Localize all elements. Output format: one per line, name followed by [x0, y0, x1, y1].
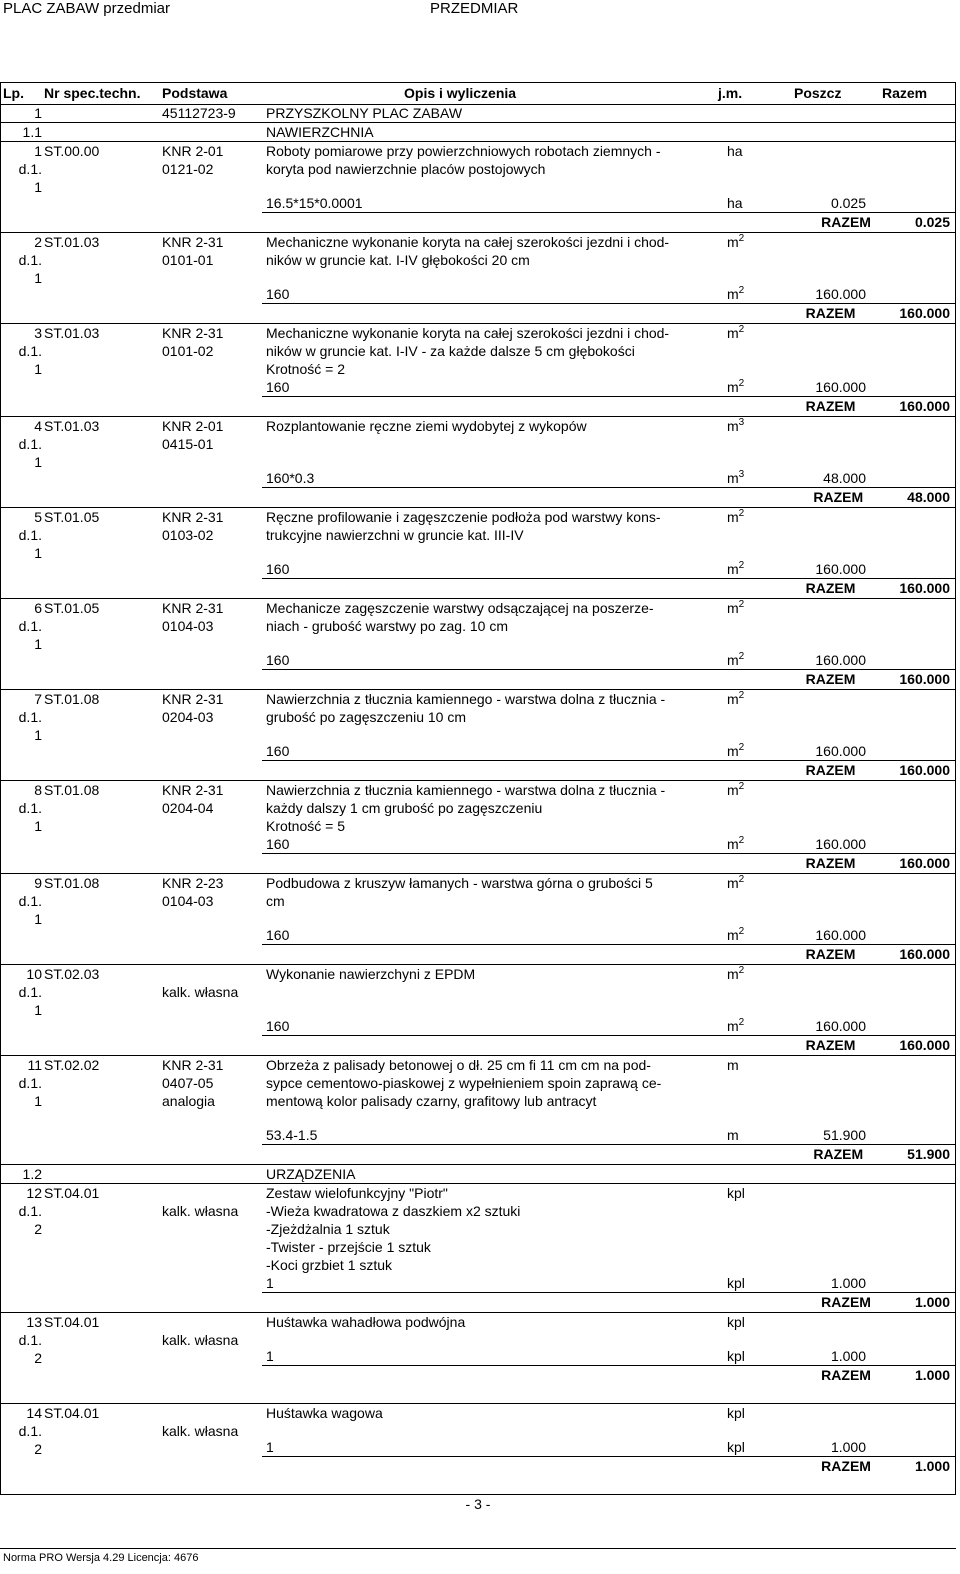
item-spec: ST.04.01: [44, 1314, 100, 1330]
calc-value: 0.025: [830, 195, 866, 211]
table-row: [0, 324, 956, 417]
calc-unit: $m^2$: [727, 742, 745, 759]
item-unit: m: [727, 1057, 739, 1073]
table-row: [0, 1184, 956, 1313]
calc-value: 51.900: [823, 1127, 866, 1143]
item-base: KNR 2-01 0121-02: [162, 143, 224, 177]
item-lp: 7 d.1. 1: [18, 691, 42, 743]
item-unit: $m^2$: [727, 965, 745, 982]
item-base: KNR 2-31 0204-03: [162, 691, 224, 725]
item-base: KNR 2-01 0415-01: [162, 418, 224, 452]
razem-value: 1.000: [914, 1367, 950, 1383]
item-unit: kpl: [727, 1185, 745, 1201]
group-title: PRZYSZKOLNY PLAC ZABAW: [266, 105, 463, 121]
calc-expression: 160: [266, 652, 290, 668]
table-row: [0, 1404, 956, 1495]
item-lp: 11 d.1. 1: [18, 1057, 42, 1109]
item-lp: 10 d.1. 1: [18, 966, 42, 1018]
item-unit: kpl: [727, 1314, 745, 1330]
item-description: Mechaniczne wykonanie koryta na całej szerokości jezdni i chod- ników w gruncie kat. I-IV - za każde dalsze 5 cm głębokości Krotność = 2: [266, 325, 670, 377]
item-spec: ST.04.01: [44, 1405, 100, 1421]
col-spec: Nr spec.techn.: [44, 85, 141, 101]
item-description: Mechaniczne wykonanie koryta na całej szerokości jezdni i chod- ników w gruncie kat. I-IV głębokości 20 cm: [266, 234, 670, 268]
item-base: KNR 2-31 0103-02: [162, 509, 224, 543]
item-description: Huśtawka wahadłowa podwójna: [266, 1314, 466, 1330]
table-row: [0, 874, 956, 965]
item-spec: ST.01.03: [44, 325, 100, 341]
razem-value: 1.000: [914, 1458, 950, 1474]
calc-unit: kpl: [727, 1348, 745, 1364]
item-description: Ręczne profilowanie i zagęszczenie podłoża pod warstwy kons- trukcyjne nawierzchni w gruncie kat. III-IV: [266, 509, 661, 543]
razem-value: 160.000: [899, 671, 950, 687]
col-razem: Razem: [882, 85, 928, 101]
table-edge: [0, 82, 1, 1495]
item-lp: 13 d.1. 2: [18, 1314, 42, 1366]
razem-value: 160.000: [899, 305, 950, 321]
item-spec: ST.01.08: [44, 875, 100, 891]
razem-value: 51.900: [907, 1146, 950, 1162]
item-base: KNR 2-31 0101-02: [162, 325, 224, 359]
item-lp: 4 d.1. 1: [18, 418, 42, 470]
razem-label: RAZEM: [805, 671, 856, 687]
column-header-row: [0, 82, 956, 104]
razem-total: [700, 488, 950, 506]
table-row: [0, 417, 956, 508]
razem-label: RAZEM: [821, 1458, 871, 1474]
calc-value: 160.000: [815, 379, 866, 395]
item-lp: 9 d.1. 1: [18, 875, 42, 927]
group-lp: 1.1: [22, 124, 42, 140]
item-base: KNR 2-31 0204-04: [162, 782, 224, 816]
item-lp: 6 d.1. 1: [18, 600, 42, 652]
razem-label: RAZEM: [805, 580, 856, 596]
group-lp: 1.2: [22, 1166, 42, 1182]
razem-label: RAZEM: [805, 762, 856, 778]
item-unit: $m^2$: [727, 781, 745, 798]
calc-unit: $m^2$: [727, 378, 745, 395]
item-unit: $m^2$: [727, 599, 745, 616]
item-unit: $m^2$: [727, 690, 745, 707]
item-description: Nawierzchnia z tłucznia kamiennego - warstwa dolna z tłucznia - grubość po zagęszczeniu 10 cm: [266, 691, 666, 725]
table-row: [0, 599, 956, 690]
calc-unit: $m^2$: [727, 835, 745, 852]
razem-value: 160.000: [899, 580, 950, 596]
calc-expression: 160*0.3: [266, 470, 315, 486]
item-spec: ST.02.02: [44, 1057, 100, 1073]
estimate-table-body: [0, 104, 956, 1495]
calc-value: 160.000: [815, 286, 866, 302]
razem-total: [700, 397, 950, 415]
calc-value: 160.000: [815, 561, 866, 577]
item-lp: 14 d.1. 2: [18, 1405, 42, 1457]
razem-value: 160.000: [899, 855, 950, 871]
item-spec: ST.01.05: [44, 600, 100, 616]
software-license: Norma PRO Wersja 4.29 Licencja: 4676: [3, 1552, 199, 1564]
item-base: kalk. własna: [162, 1203, 239, 1219]
item-description: Zestaw wielofunkcyjny "Piotr" -Wieża kwadratowa z daszkiem x2 sztuki -Zjeżdżalnia 1 sztuk -Twister - przejście 1 sztuk -Koci grzbiet 1 sztuk: [266, 1185, 521, 1273]
item-description: Nawierzchnia z tłucznia kamiennego - warstwa dolna z tłucznia - każdy dalszy 1 cm grubość po zagęszczeniu Krotność = 5: [266, 782, 666, 834]
document-header-center: PRZEDMIAR: [430, 0, 519, 17]
razem-total: [700, 670, 950, 688]
item-base: kalk. własna: [162, 1332, 239, 1348]
razem-value: 48.000: [907, 489, 950, 505]
item-lp: 12 d.1. 2: [18, 1185, 42, 1237]
razem-total: [700, 579, 950, 597]
razem-total: [700, 1366, 950, 1384]
group-code: 45112723-9: [162, 105, 236, 121]
razem-total: [700, 1145, 950, 1163]
razem-label: RAZEM: [805, 1037, 856, 1053]
razem-total: [700, 854, 950, 872]
razem-label: RAZEM: [805, 946, 856, 962]
item-spec: ST.00.00: [44, 143, 100, 159]
calc-expression: 160: [266, 927, 290, 943]
group-row: [0, 1165, 956, 1184]
page-number: - 3 -: [465, 1496, 491, 1512]
table-row: [0, 508, 956, 599]
calc-expression: 1: [266, 1275, 274, 1291]
razem-label: RAZEM: [821, 1294, 871, 1310]
calc-expression: 1: [266, 1348, 274, 1364]
item-spec: ST.01.08: [44, 782, 100, 798]
item-base: KNR 2-31 0101-01: [162, 234, 224, 268]
calc-expression: 1: [266, 1439, 274, 1455]
item-description: Huśtawka wagowa: [266, 1405, 383, 1421]
table-row: [0, 781, 956, 874]
col-desc: Opis i wyliczenia: [404, 85, 517, 101]
calc-expression: 16.5*15*0.0001: [266, 195, 363, 211]
table-edge: [955, 82, 956, 1495]
item-lp: 5 d.1. 1: [18, 509, 42, 561]
calc-unit: $m^2$: [727, 651, 745, 668]
col-poszcz: Poszcz: [794, 85, 842, 101]
calc-unit: $m^2$: [727, 285, 745, 302]
calc-value: 1.000: [830, 1275, 866, 1291]
footer-rule: [0, 1548, 956, 1549]
razem-total: [700, 945, 950, 963]
table-row: [0, 690, 956, 781]
calc-unit: m: [727, 1127, 739, 1143]
item-description: Mechanicze zagęszczenie warstwy odsączającej na poszerze- niach - grubość warstwy po zag. 10 cm: [266, 600, 654, 634]
calc-value: 1.000: [830, 1439, 866, 1455]
calc-unit: $m^2$: [727, 1017, 745, 1034]
razem-value: 0.025: [914, 214, 950, 230]
calc-value: 160.000: [815, 1018, 866, 1034]
item-unit: $m^2$: [727, 874, 745, 891]
calc-expression: 160: [266, 743, 290, 759]
item-unit: $m^2$: [727, 233, 745, 250]
razem-value: 1.000: [914, 1294, 950, 1310]
item-base: kalk. własna: [162, 984, 239, 1000]
item-description: Rozplantowanie ręczne ziemi wydobytej z wykopów: [266, 418, 587, 434]
table-row: [0, 142, 956, 233]
razem-label: RAZEM: [805, 855, 856, 871]
calc-unit: kpl: [727, 1439, 745, 1455]
calc-expression: 53.4-1.5: [266, 1127, 318, 1143]
group-title: NAWIERZCHNIA: [266, 124, 374, 140]
item-spec: ST.01.03: [44, 234, 100, 250]
calc-unit: ha: [727, 195, 743, 211]
calc-unit: $m^2$: [727, 560, 745, 577]
razem-value: 160.000: [899, 398, 950, 414]
group-row: [0, 123, 956, 142]
calc-expression: 160: [266, 561, 290, 577]
calc-unit: $m^3$: [727, 469, 745, 486]
razem-value: 160.000: [899, 762, 950, 778]
razem-label: RAZEM: [805, 305, 856, 321]
item-base: KNR 2-23 0104-03: [162, 875, 224, 909]
item-description: Obrzeża z palisady betonowej o dł. 25 cm fi 11 cm cm na pod- sypce cementowo-piaskowej z wypełnieniem spoin zaprawą ce- mentową kolor palisady czarny, grafitowy lub antracyt: [266, 1057, 662, 1109]
table-row: [0, 233, 956, 324]
item-description: Podbudowa z kruszyw łamanych - warstwa górna o grubości 5 cm: [266, 875, 653, 909]
calc-unit: kpl: [727, 1275, 745, 1291]
razem-total: [700, 213, 950, 231]
calc-value: 48.000: [823, 470, 866, 486]
item-base: kalk. własna: [162, 1423, 239, 1439]
razem-label: RAZEM: [813, 489, 864, 505]
table-row: [0, 1056, 956, 1165]
razem-value: 160.000: [899, 1037, 950, 1053]
item-spec: ST.01.08: [44, 691, 100, 707]
item-unit: kpl: [727, 1405, 745, 1421]
group-row: [0, 104, 956, 123]
group-title: URZĄDZENIA: [266, 1166, 356, 1182]
table-row: [0, 965, 956, 1056]
item-lp: 2 d.1. 1: [18, 234, 42, 286]
table-row: [0, 1313, 956, 1404]
item-spec: ST.01.03: [44, 418, 100, 434]
calc-expression: 160: [266, 1018, 290, 1034]
razem-label: RAZEM: [821, 214, 871, 230]
col-lp: Lp.: [3, 85, 24, 101]
item-unit: $m^3$: [727, 417, 745, 434]
document-header-left: PLAC ZABAW przedmiar: [3, 0, 170, 17]
calc-value: 160.000: [815, 652, 866, 668]
razem-total: [700, 1036, 950, 1054]
calc-value: 160.000: [815, 836, 866, 852]
razem-total: [700, 1457, 950, 1475]
razem-value: 160.000: [899, 946, 950, 962]
calc-expression: 160: [266, 379, 290, 395]
razem-total: [700, 304, 950, 322]
calc-expression: 160: [266, 286, 290, 302]
item-lp: 8 d.1. 1: [18, 782, 42, 834]
razem-label: RAZEM: [821, 1367, 871, 1383]
item-spec: ST.01.05: [44, 509, 100, 525]
item-description: Wykonanie nawierzchyni z EPDM: [266, 966, 476, 982]
item-unit: $m^2$: [727, 324, 745, 341]
item-base: KNR 2-31 0407-05 analogia: [162, 1057, 224, 1109]
col-unit: j.m.: [718, 85, 743, 101]
item-spec: ST.02.03: [44, 966, 100, 982]
item-lp: 3 d.1. 1: [18, 325, 42, 377]
calc-value: 160.000: [815, 927, 866, 943]
item-base: KNR 2-31 0104-03: [162, 600, 224, 634]
calc-value: 160.000: [815, 743, 866, 759]
item-unit: ha: [727, 143, 743, 159]
group-lp: 1: [34, 105, 42, 121]
calc-value: 1.000: [830, 1348, 866, 1364]
col-base: Podstawa: [162, 85, 228, 101]
item-spec: ST.04.01: [44, 1185, 100, 1201]
razem-total: [700, 761, 950, 779]
item-lp: 1 d.1. 1: [18, 143, 42, 195]
razem-label: RAZEM: [813, 1146, 864, 1162]
calc-expression: 160: [266, 836, 290, 852]
item-unit: $m^2$: [727, 508, 745, 525]
calc-unit: $m^2$: [727, 926, 745, 943]
razem-total: [700, 1293, 950, 1311]
item-description: Roboty pomiarowe przy powierzchniowych robotach ziemnych - koryta pod nawierzchnie placów postojowych: [266, 143, 661, 177]
razem-label: RAZEM: [805, 398, 856, 414]
